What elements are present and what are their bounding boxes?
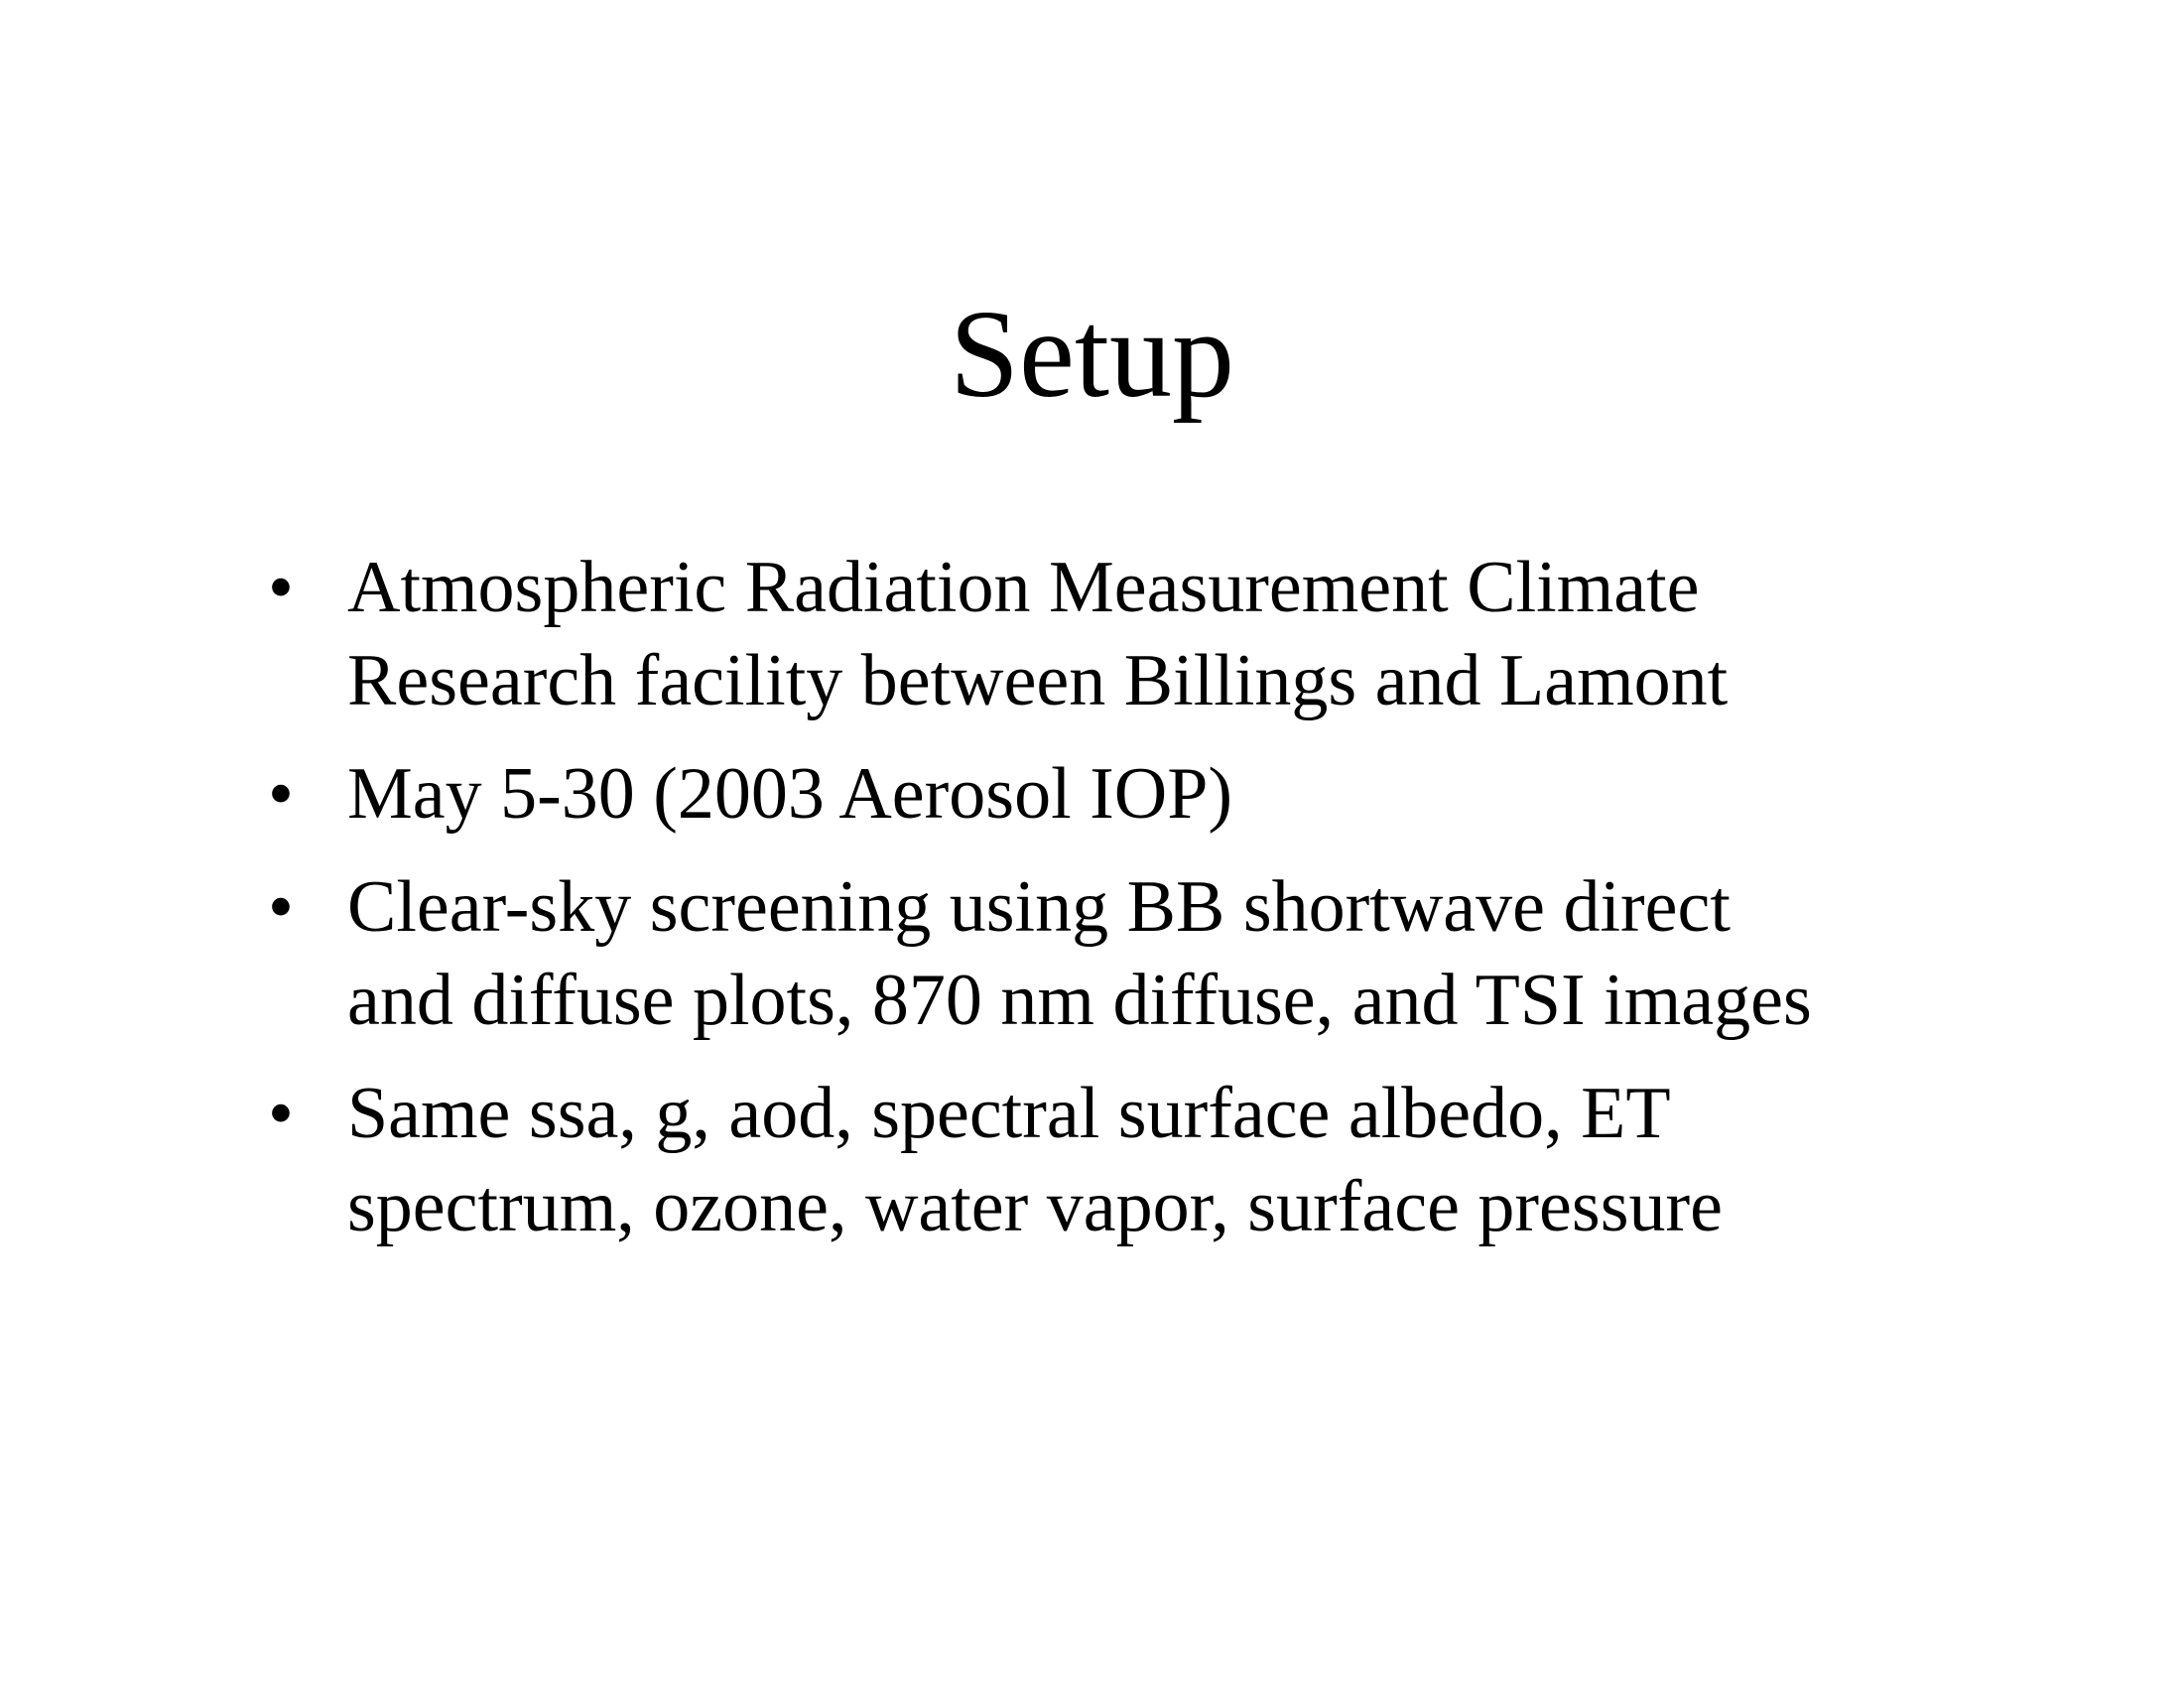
bullet-item xyxy=(268,747,2014,841)
bullet-marker: • xyxy=(268,547,294,628)
bullet-line: and diffuse plots, 870 nm diffuse, and TSI images xyxy=(347,960,1812,1041)
bullet-list xyxy=(268,541,2014,1273)
bullet-item xyxy=(268,541,2014,727)
bullet-line: Research facility between Billings and Lamont xyxy=(347,640,1729,721)
bullet-item xyxy=(268,1067,2014,1253)
bullet-line: Same ssa, g, aod, spectral surface albedo, ET xyxy=(347,1073,1671,1154)
slide-title: Setup xyxy=(949,286,1234,424)
bullet-line: Atmospheric Radiation Measurement Climate xyxy=(347,547,1700,628)
bullet-marker: • xyxy=(268,866,294,948)
bullet-line: spectrum, ozone, water vapor, surface pressure xyxy=(347,1166,1723,1247)
bullet-marker: • xyxy=(268,753,294,835)
bullet-marker: • xyxy=(268,1073,294,1154)
bullet-line: May 5-30 (2003 Aerosol IOP) xyxy=(347,753,1233,835)
bullet-item xyxy=(268,860,2014,1047)
bullet-line: Clear-sky screening using BB shortwave direct xyxy=(347,866,1731,948)
